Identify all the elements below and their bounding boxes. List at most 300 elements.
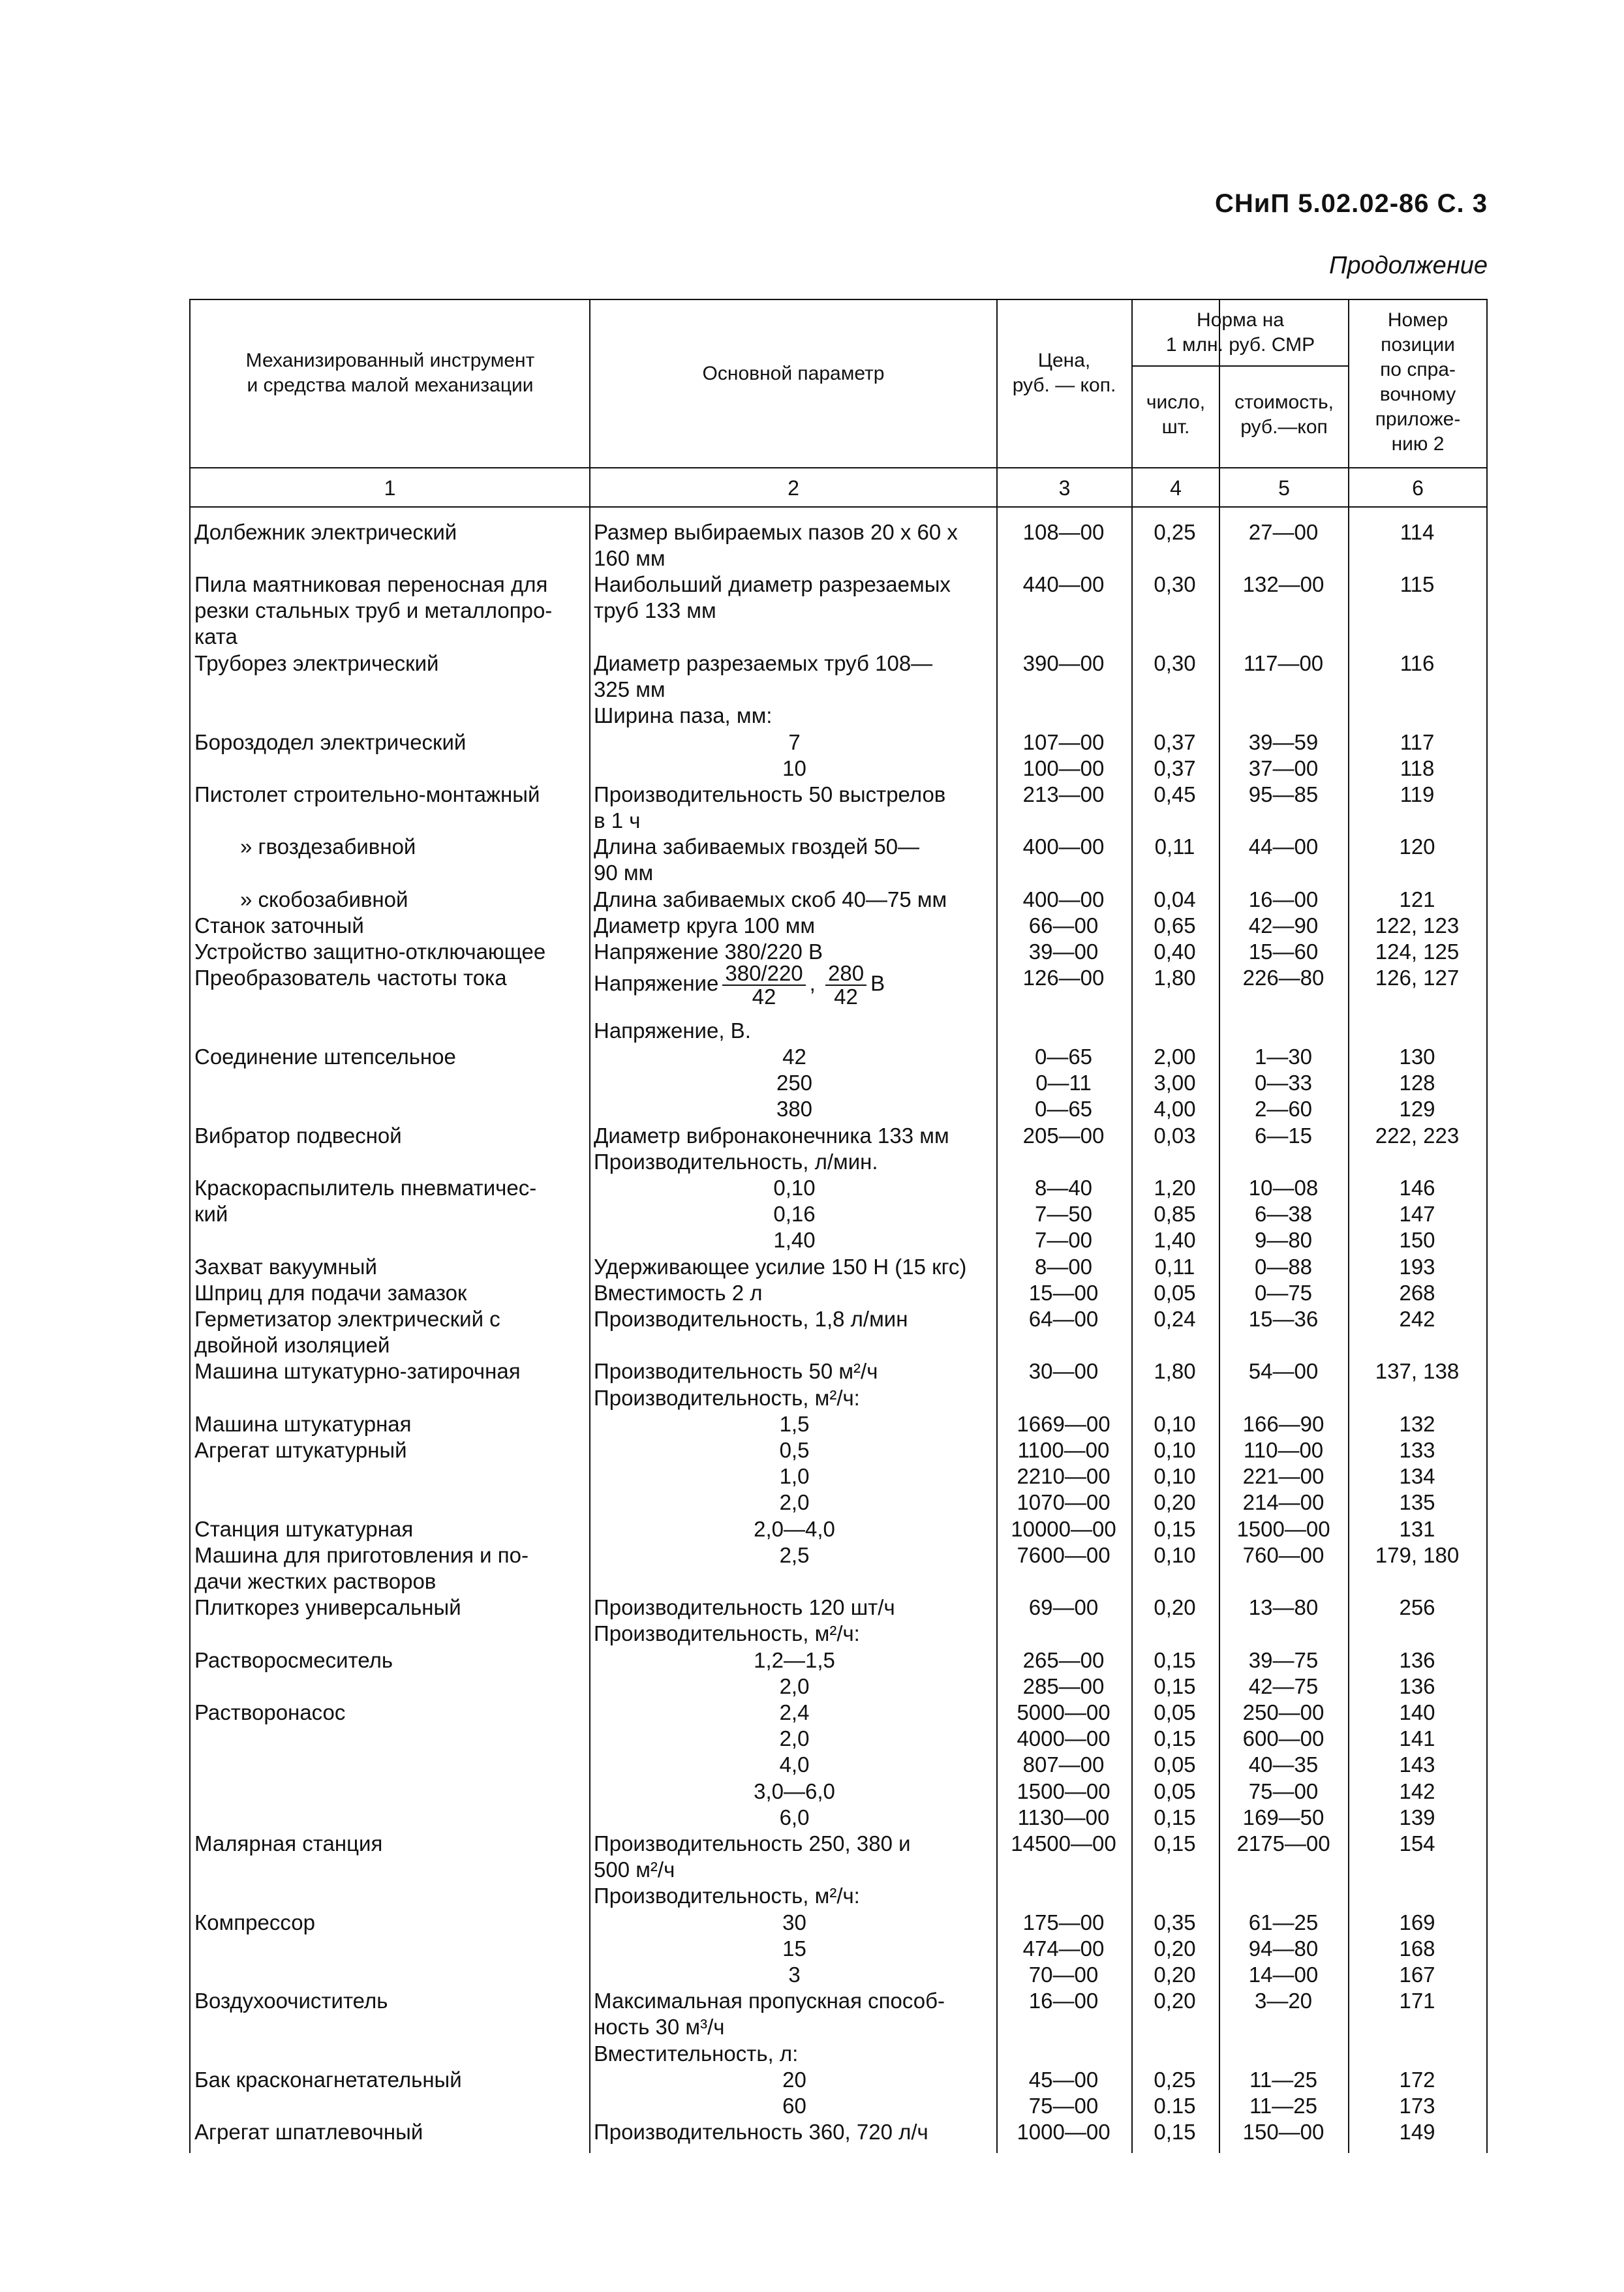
table-row: [189, 1936, 1488, 1962]
price-value: 265—00: [1022, 1647, 1105, 1672]
norm-count-value: 0,15: [1154, 1805, 1196, 1829]
table-row: [189, 1254, 1488, 1280]
table-row: [189, 1385, 1488, 1411]
main-parameter: Длина забиваемых скоб 40—75 мм: [594, 887, 947, 911]
main-parameter: Производительность, м²/ч:: [594, 1884, 860, 1908]
main-parameter: 2,0: [779, 1726, 810, 1751]
norm-count-value: 1,80: [1154, 1359, 1196, 1384]
table-row: [189, 1595, 1488, 1621]
norm-cost-value: 9—80: [1254, 1228, 1313, 1253]
fraction-numerator: 380/220: [722, 962, 805, 986]
main-parameter: 6,0: [779, 1805, 810, 1829]
document-reference: СНиП 5.02.02-86 С. 3: [1215, 189, 1488, 218]
reference-position: 131: [1399, 1516, 1435, 1541]
instrument-name: » гвоздезабивной: [240, 834, 416, 859]
equipment-table: [189, 299, 1488, 2153]
price-value: 108—00: [1022, 520, 1105, 544]
fraction-denominator: 42: [752, 985, 776, 1009]
price-value: 474—00: [1022, 1936, 1105, 1961]
column-header-price: [1000, 348, 1129, 398]
reference-position: 134: [1399, 1464, 1435, 1489]
price-value: 16—00: [1028, 1989, 1099, 2013]
fraction-denominator: 42: [834, 985, 858, 1009]
price-value: 1130—00: [1017, 1805, 1110, 1829]
norm-cost-value: 6—38: [1254, 1202, 1313, 1227]
main-parameter: Вместительность, л:: [594, 2041, 799, 2066]
table-row: [189, 887, 1488, 913]
norm-count-value: 0,03: [1154, 1123, 1196, 1148]
main-parameter: 3,0—6,0: [754, 1779, 835, 1803]
column-header-count: [1134, 390, 1218, 440]
column-header-norm-group: [1134, 308, 1347, 358]
reference-position: 126, 127: [1375, 966, 1460, 990]
reference-position: 167: [1399, 1963, 1435, 1987]
column-header-price-text: Цена, руб. — коп.: [1012, 350, 1116, 396]
norm-cost-value: 11—25: [1249, 2094, 1317, 2118]
column-header-instrument-text: Механизированный инструмент и средства малой механизации: [245, 350, 535, 396]
fraction: [722, 962, 805, 1008]
column-header-parameter-text: Основной параметр: [702, 363, 885, 384]
norm-cost-value: 15—36: [1248, 1307, 1319, 1331]
table-row: [189, 1437, 1488, 1463]
price-value: 10000—00: [1011, 1516, 1116, 1541]
norm-cost-value: 16—00: [1248, 887, 1319, 911]
table-row: [189, 1962, 1488, 1988]
reference-position: 179, 180: [1375, 1542, 1460, 1567]
norm-cost-value: 61—25: [1248, 1910, 1319, 1934]
main-parameter: Напряжение, В.: [594, 1018, 751, 1043]
table-row: [189, 1044, 1488, 1070]
main-parameter: Производительность, 1,8 л/мин: [594, 1307, 908, 1331]
norm-cost-value: 1500—00: [1236, 1516, 1330, 1541]
reference-position: 222, 223: [1375, 1123, 1460, 1148]
price-value: 2210—00: [1017, 1464, 1111, 1489]
column-header-position: [1351, 308, 1485, 457]
norm-count-value: 0,10: [1154, 1464, 1196, 1489]
column-header-position-text: Номер позиции по спра- вочному приложе- нию 2: [1375, 309, 1461, 455]
reference-position: 129: [1399, 1097, 1435, 1122]
reference-position: 118: [1400, 756, 1435, 780]
main-parameter: 1,0: [779, 1464, 810, 1489]
main-parameter: Размер выбираемых пазов 20 х 60 х 160 мм: [594, 520, 958, 570]
price-value: 8—00: [1034, 1254, 1093, 1279]
main-parameter: 2,0: [779, 1673, 810, 1698]
main-parameter: Наибольший диаметр разрезаемых труб 133 мм: [594, 572, 951, 623]
norm-count-value: 0,65: [1154, 913, 1196, 938]
reference-position: 137, 138: [1375, 1359, 1460, 1384]
main-parameter: 60: [782, 2094, 806, 2118]
price-value: 5000—00: [1017, 1700, 1111, 1724]
price-value: 126—00: [1022, 966, 1105, 990]
reference-position: 172: [1399, 2067, 1435, 2092]
price-value: 1100—00: [1017, 1438, 1110, 1462]
table-row: [189, 1358, 1488, 1384]
norm-cost-value: 0—33: [1254, 1071, 1313, 1095]
reference-position: 169: [1399, 1910, 1435, 1934]
reference-position: 140: [1399, 1700, 1435, 1724]
reference-position: 122, 123: [1375, 913, 1460, 938]
reference-position: 124, 125: [1375, 940, 1460, 964]
column-header-count-text: число, шт.: [1146, 391, 1206, 438]
column-header-cost-text: стоимость, руб.—коп: [1234, 391, 1334, 438]
norm-count-value: 0,35: [1154, 1910, 1196, 1934]
reference-position: 136: [1399, 1647, 1435, 1672]
table-row: [189, 1621, 1488, 1647]
table-row: [189, 1175, 1488, 1201]
reference-position: 143: [1399, 1752, 1435, 1777]
price-value: 66—00: [1028, 913, 1099, 938]
reference-position: 173: [1399, 2094, 1435, 2118]
reference-position: 139: [1399, 1805, 1435, 1829]
instrument-name: Краскораспылитель пневматичес-: [194, 1176, 537, 1200]
column-header-cost: [1221, 390, 1347, 440]
norm-count-value: 0,20: [1154, 1963, 1196, 1987]
main-parameter: 0,16: [773, 1202, 816, 1227]
instrument-name: Преобразователь частоты тока: [194, 966, 507, 990]
instrument-name: Компрессор: [194, 1910, 315, 1934]
norm-count-value: 0,10: [1154, 1542, 1196, 1567]
main-parameter: 380: [776, 1097, 813, 1122]
instrument-name: Машина штукатурно-затирочная: [194, 1359, 521, 1384]
table-row: [189, 1201, 1488, 1227]
norm-count-value: 0,05: [1154, 1280, 1196, 1305]
norm-count-value: 1,40: [1154, 1228, 1196, 1253]
norm-count-value: 4,00: [1154, 1097, 1196, 1122]
instrument-name: Устройство защитно-отключающее: [194, 940, 546, 964]
norm-count-value: 0,45: [1154, 782, 1196, 806]
instrument-name: Растворосмеситель: [194, 1647, 393, 1672]
norm-count-value: 0,15: [1154, 1831, 1196, 1856]
table-row: [189, 1673, 1488, 1700]
main-parameter: Напряжение $\frac{380/220}{42}$ , $\frac{280}{42}$ В: [594, 961, 885, 1009]
continuation-label: Продолжение: [1329, 252, 1488, 279]
table-row: [189, 2041, 1488, 2067]
instrument-name: Пистолет строительно-монтажный: [194, 782, 540, 806]
main-parameter: Ширина паза, мм:: [594, 703, 773, 728]
norm-count-value: 0,05: [1154, 1752, 1196, 1777]
reference-position: 147: [1399, 1202, 1435, 1227]
fraction: [825, 962, 866, 1008]
norm-cost-value: 2—60: [1254, 1097, 1313, 1122]
table-row: [189, 2093, 1488, 2119]
main-parameter: Производительность 120 шт/ч: [594, 1595, 895, 1620]
instrument-name: Агрегат шпатлевочный: [194, 2120, 423, 2145]
norm-count-value: 0,37: [1154, 756, 1196, 780]
norm-cost-value: 214—00: [1242, 1490, 1325, 1515]
reference-position: 168: [1399, 1936, 1435, 1961]
instrument-name: Плиткорез универсальный: [194, 1595, 461, 1620]
price-value: 213—00: [1022, 782, 1105, 806]
table-row: [189, 1227, 1488, 1253]
main-parameter: Производительность, л/мин.: [594, 1149, 878, 1174]
number-row-divider: [189, 506, 1488, 508]
table-row: [189, 1306, 1488, 1358]
price-value: 1500—00: [1017, 1779, 1111, 1803]
table-row: [189, 756, 1488, 782]
table-row: [189, 1516, 1488, 1542]
norm-cost-value: 150—00: [1242, 2120, 1325, 2145]
table-row: [189, 961, 1488, 1017]
norm-cost-value: 226—80: [1242, 966, 1325, 990]
reference-position: 256: [1399, 1595, 1435, 1620]
table-row: [189, 1726, 1488, 1752]
table-row: [189, 1096, 1488, 1122]
table-row: [189, 1463, 1488, 1490]
norm-cost-value: 3—20: [1254, 1989, 1313, 2013]
norm-count-value: 0,30: [1154, 572, 1196, 597]
instrument-name: Вибратор подвесной: [194, 1123, 402, 1148]
table-border-top: [189, 299, 1488, 300]
price-value: 0—65: [1034, 1097, 1093, 1122]
table-row: [189, 1805, 1488, 1831]
fraction-numerator: 280: [825, 962, 866, 986]
norm-count-value: 0,11: [1154, 1254, 1195, 1279]
reference-position: 128: [1399, 1071, 1435, 1095]
norm-cost-value: 37—00: [1248, 756, 1319, 780]
norm-count-value: 0,30: [1154, 651, 1196, 675]
price-value: 1070—00: [1017, 1490, 1111, 1515]
norm-count-value: 3,00: [1154, 1071, 1196, 1095]
price-value: 1669—00: [1017, 1411, 1111, 1436]
reference-position: 150: [1399, 1228, 1435, 1253]
main-parameter: Производительность 360, 720 л/ч: [594, 2120, 928, 2145]
reference-position: 133: [1399, 1438, 1435, 1462]
norm-count-value: 0,15: [1154, 1673, 1196, 1698]
instrument-name: Агрегат штукатурный: [194, 1438, 407, 1462]
reference-position: 193: [1399, 1254, 1435, 1279]
norm-cost-value: 117—00: [1243, 651, 1324, 675]
main-parameter: 2,0—4,0: [754, 1516, 835, 1541]
table-row: [189, 1910, 1488, 1936]
instrument-name: Машина штукатурная: [194, 1411, 412, 1436]
norm-cost-value: 132—00: [1242, 572, 1325, 597]
price-value: 807—00: [1022, 1752, 1105, 1777]
main-parameter: 10: [782, 756, 806, 780]
main-parameter: 2,5: [779, 1542, 810, 1567]
price-value: 7600—00: [1017, 1542, 1111, 1567]
column-number-4: 4: [1170, 476, 1182, 500]
instrument-name: » скобозабивной: [240, 887, 408, 911]
norm-cost-value: 6—15: [1254, 1123, 1313, 1148]
reference-position: 116: [1400, 651, 1435, 675]
main-parameter: 250: [776, 1071, 813, 1095]
norm-count-value: 0,10: [1154, 1438, 1196, 1462]
norm-cost-value: 15—60: [1248, 940, 1319, 964]
reference-position: 121: [1399, 887, 1435, 911]
main-parameter: 4,0: [779, 1752, 810, 1777]
table-row: [189, 572, 1488, 650]
norm-count-value: 0,20: [1154, 1989, 1196, 2013]
main-parameter: 0,10: [773, 1176, 816, 1200]
instrument-name: Пила маятниковая переносная для резки стальных труб и металлопро- ката: [194, 572, 553, 649]
instrument-name: Машина для приготовления и по- дачи жестких растворов: [194, 1542, 529, 1593]
main-parameter: 42: [782, 1045, 806, 1069]
main-parameter: 2,0: [779, 1490, 810, 1515]
main-parameter: Производительность, м²/ч:: [594, 1385, 860, 1410]
table-row: [189, 519, 1488, 572]
norm-count-value: 0,24: [1154, 1307, 1196, 1331]
norm-count-value: 0,15: [1154, 2120, 1196, 2145]
main-parameter: Напряжение 380/220 В: [594, 940, 823, 964]
norm-count-value: 0,15: [1154, 1647, 1196, 1672]
column-number-1: 1: [384, 476, 396, 500]
norm-cost-value: 39—59: [1248, 729, 1319, 754]
instrument-name: Малярная станция: [194, 1831, 383, 1856]
price-value: 75—00: [1028, 2094, 1099, 2118]
norm-cost-value: 14—00: [1248, 1963, 1319, 1987]
norm-cost-value: 54—00: [1248, 1359, 1319, 1384]
table-row: [189, 729, 1488, 756]
norm-cost-value: 110—00: [1243, 1438, 1324, 1462]
norm-cost-value: 13—80: [1248, 1595, 1319, 1620]
column-number-5: 5: [1278, 476, 1290, 500]
column-header-parameter: [594, 361, 993, 386]
norm-cost-value: 11—25: [1249, 2067, 1317, 2092]
price-value: 69—00: [1028, 1595, 1099, 1620]
norm-count-value: 0,11: [1154, 834, 1195, 859]
main-parameter: 1,2—1,5: [754, 1647, 835, 1672]
instrument-name: Шприц для подачи замазок: [194, 1280, 467, 1305]
price-value: 1000—00: [1017, 2120, 1111, 2145]
reference-position: 242: [1399, 1307, 1435, 1331]
main-parameter: 30: [782, 1910, 806, 1934]
main-parameter: Максимальная пропускная способ- ность 30 м³/ч: [594, 1989, 945, 2040]
norm-count-value: 0,20: [1154, 1936, 1196, 1961]
price-value: 15—00: [1028, 1280, 1099, 1305]
column-number-3: 3: [1058, 476, 1071, 500]
instrument-name: Воздухоочиститель: [194, 1989, 388, 2013]
header-divider: [189, 467, 1488, 468]
reference-position: 132: [1399, 1411, 1435, 1436]
norm-cost-value: 10—08: [1248, 1176, 1319, 1200]
price-value: 175—00: [1022, 1910, 1105, 1934]
norm-count-value: 0,37: [1154, 729, 1196, 754]
table-row: [189, 1123, 1488, 1149]
norm-count-value: 0,25: [1154, 2067, 1196, 2092]
main-parameter: 0,5: [779, 1438, 810, 1462]
norm-cost-value: 600—00: [1242, 1726, 1325, 1751]
price-value: 100—00: [1022, 756, 1105, 780]
main-parameter: 3: [788, 1963, 801, 1987]
column-number-2: 2: [788, 476, 799, 500]
norm-cost-value: 169—50: [1242, 1805, 1325, 1829]
norm-cost-value: 44—00: [1248, 834, 1319, 859]
instrument-name: Станция штукатурная: [194, 1516, 414, 1541]
reference-position: 171: [1399, 1989, 1435, 2013]
price-value: 70—00: [1028, 1963, 1099, 1987]
price-value: 8—40: [1034, 1176, 1093, 1200]
norm-count-value: 0.15: [1154, 2094, 1196, 2118]
reference-position: 120: [1399, 834, 1435, 859]
norm-cost-value: 221—00: [1242, 1464, 1325, 1489]
reference-position: 136: [1399, 1673, 1435, 1698]
table-row: [189, 2119, 1488, 2145]
norm-cost-value: 40—35: [1248, 1752, 1319, 1777]
norm-cost-value: 760—00: [1242, 1542, 1325, 1567]
main-parameter: Диаметр круга 100 мм: [594, 913, 816, 938]
parameter-unit: В: [870, 971, 885, 996]
table-row: [189, 2067, 1488, 2093]
table-row: [189, 1883, 1488, 1909]
table-row: [189, 1411, 1488, 1437]
norm-group-divider: [1131, 365, 1349, 367]
norm-cost-value: 0—75: [1254, 1280, 1313, 1305]
price-value: 107—00: [1022, 729, 1105, 754]
price-value: 30—00: [1028, 1359, 1099, 1384]
table-row: [189, 703, 1488, 729]
main-parameter: 15: [782, 1936, 806, 1961]
price-value: 0—65: [1034, 1045, 1093, 1069]
instrument-name: Соединение штепсельное: [194, 1045, 456, 1069]
price-value: 14500—00: [1011, 1831, 1116, 1856]
norm-count-value: 0,05: [1154, 1700, 1196, 1724]
table-row: [189, 1490, 1488, 1516]
norm-cost-value: 27—00: [1248, 520, 1319, 544]
price-value: 7—50: [1034, 1202, 1093, 1227]
column-header-norm-group-text: Норма на 1 млн. руб. СМР: [1165, 309, 1315, 356]
table-row: [189, 1149, 1488, 1175]
main-parameter: Длина забиваемых гвоздей 50— 90 мм: [594, 834, 920, 885]
norm-count-value: 0,15: [1154, 1516, 1196, 1541]
reference-position: 268: [1399, 1280, 1435, 1305]
price-value: 39—00: [1028, 940, 1099, 964]
price-value: 0—11: [1035, 1071, 1092, 1095]
main-parameter: 2,4: [779, 1700, 810, 1724]
norm-cost-value: 0—88: [1254, 1254, 1313, 1279]
price-value: 440—00: [1022, 572, 1105, 597]
table-row: [189, 1831, 1488, 1883]
table-row: [189, 782, 1488, 834]
reference-position: 114: [1400, 520, 1435, 544]
norm-cost-value: 250—00: [1242, 1700, 1325, 1724]
norm-count-value: 0,20: [1154, 1595, 1196, 1620]
table-row: [189, 913, 1488, 939]
main-parameter: Производительность 50 выстрелов в 1 ч: [594, 782, 946, 833]
norm-cost-value: 166—90: [1242, 1411, 1325, 1436]
instrument-name: Захват вакуумный: [194, 1254, 377, 1279]
main-parameter: Производительность 250, 380 и 500 м²/ч: [594, 1831, 911, 1882]
reference-position: 141: [1399, 1726, 1435, 1751]
main-parameter: Вместимость 2 л: [594, 1280, 763, 1305]
main-parameter: Производительность 50 м²/ч: [594, 1359, 878, 1384]
norm-cost-value: 42—90: [1248, 913, 1319, 938]
main-parameter: 1,40: [773, 1228, 816, 1253]
instrument-name: Бак красконагнетательный: [194, 2067, 462, 2092]
table-row: [189, 1752, 1488, 1778]
price-value: 205—00: [1022, 1123, 1105, 1148]
norm-count-value: 0,25: [1154, 520, 1196, 544]
norm-cost-value: 94—80: [1248, 1936, 1319, 1961]
reference-position: 154: [1399, 1831, 1435, 1856]
column-header-instrument: [194, 348, 586, 398]
instrument-name: кий: [194, 1202, 228, 1227]
norm-cost-value: 75—00: [1248, 1779, 1319, 1803]
norm-count-value: 2,00: [1154, 1045, 1196, 1069]
norm-count-value: 0,04: [1154, 887, 1196, 911]
instrument-name: Станок заточный: [194, 913, 364, 938]
instrument-name: Труборез электрический: [194, 651, 439, 675]
main-parameter: 20: [782, 2067, 806, 2092]
table-row: [189, 1542, 1488, 1595]
main-parameter: Удерживающее усилие 150 Н (15 кгс): [594, 1254, 967, 1279]
table-row: [189, 834, 1488, 886]
norm-cost-value: 95—85: [1248, 782, 1319, 806]
reference-position: 149: [1399, 2120, 1435, 2145]
norm-cost-value: 1—30: [1254, 1045, 1313, 1069]
norm-count-value: 0,40: [1154, 940, 1196, 964]
norm-count-value: 0,10: [1154, 1411, 1196, 1436]
reference-position: 130: [1399, 1045, 1435, 1069]
